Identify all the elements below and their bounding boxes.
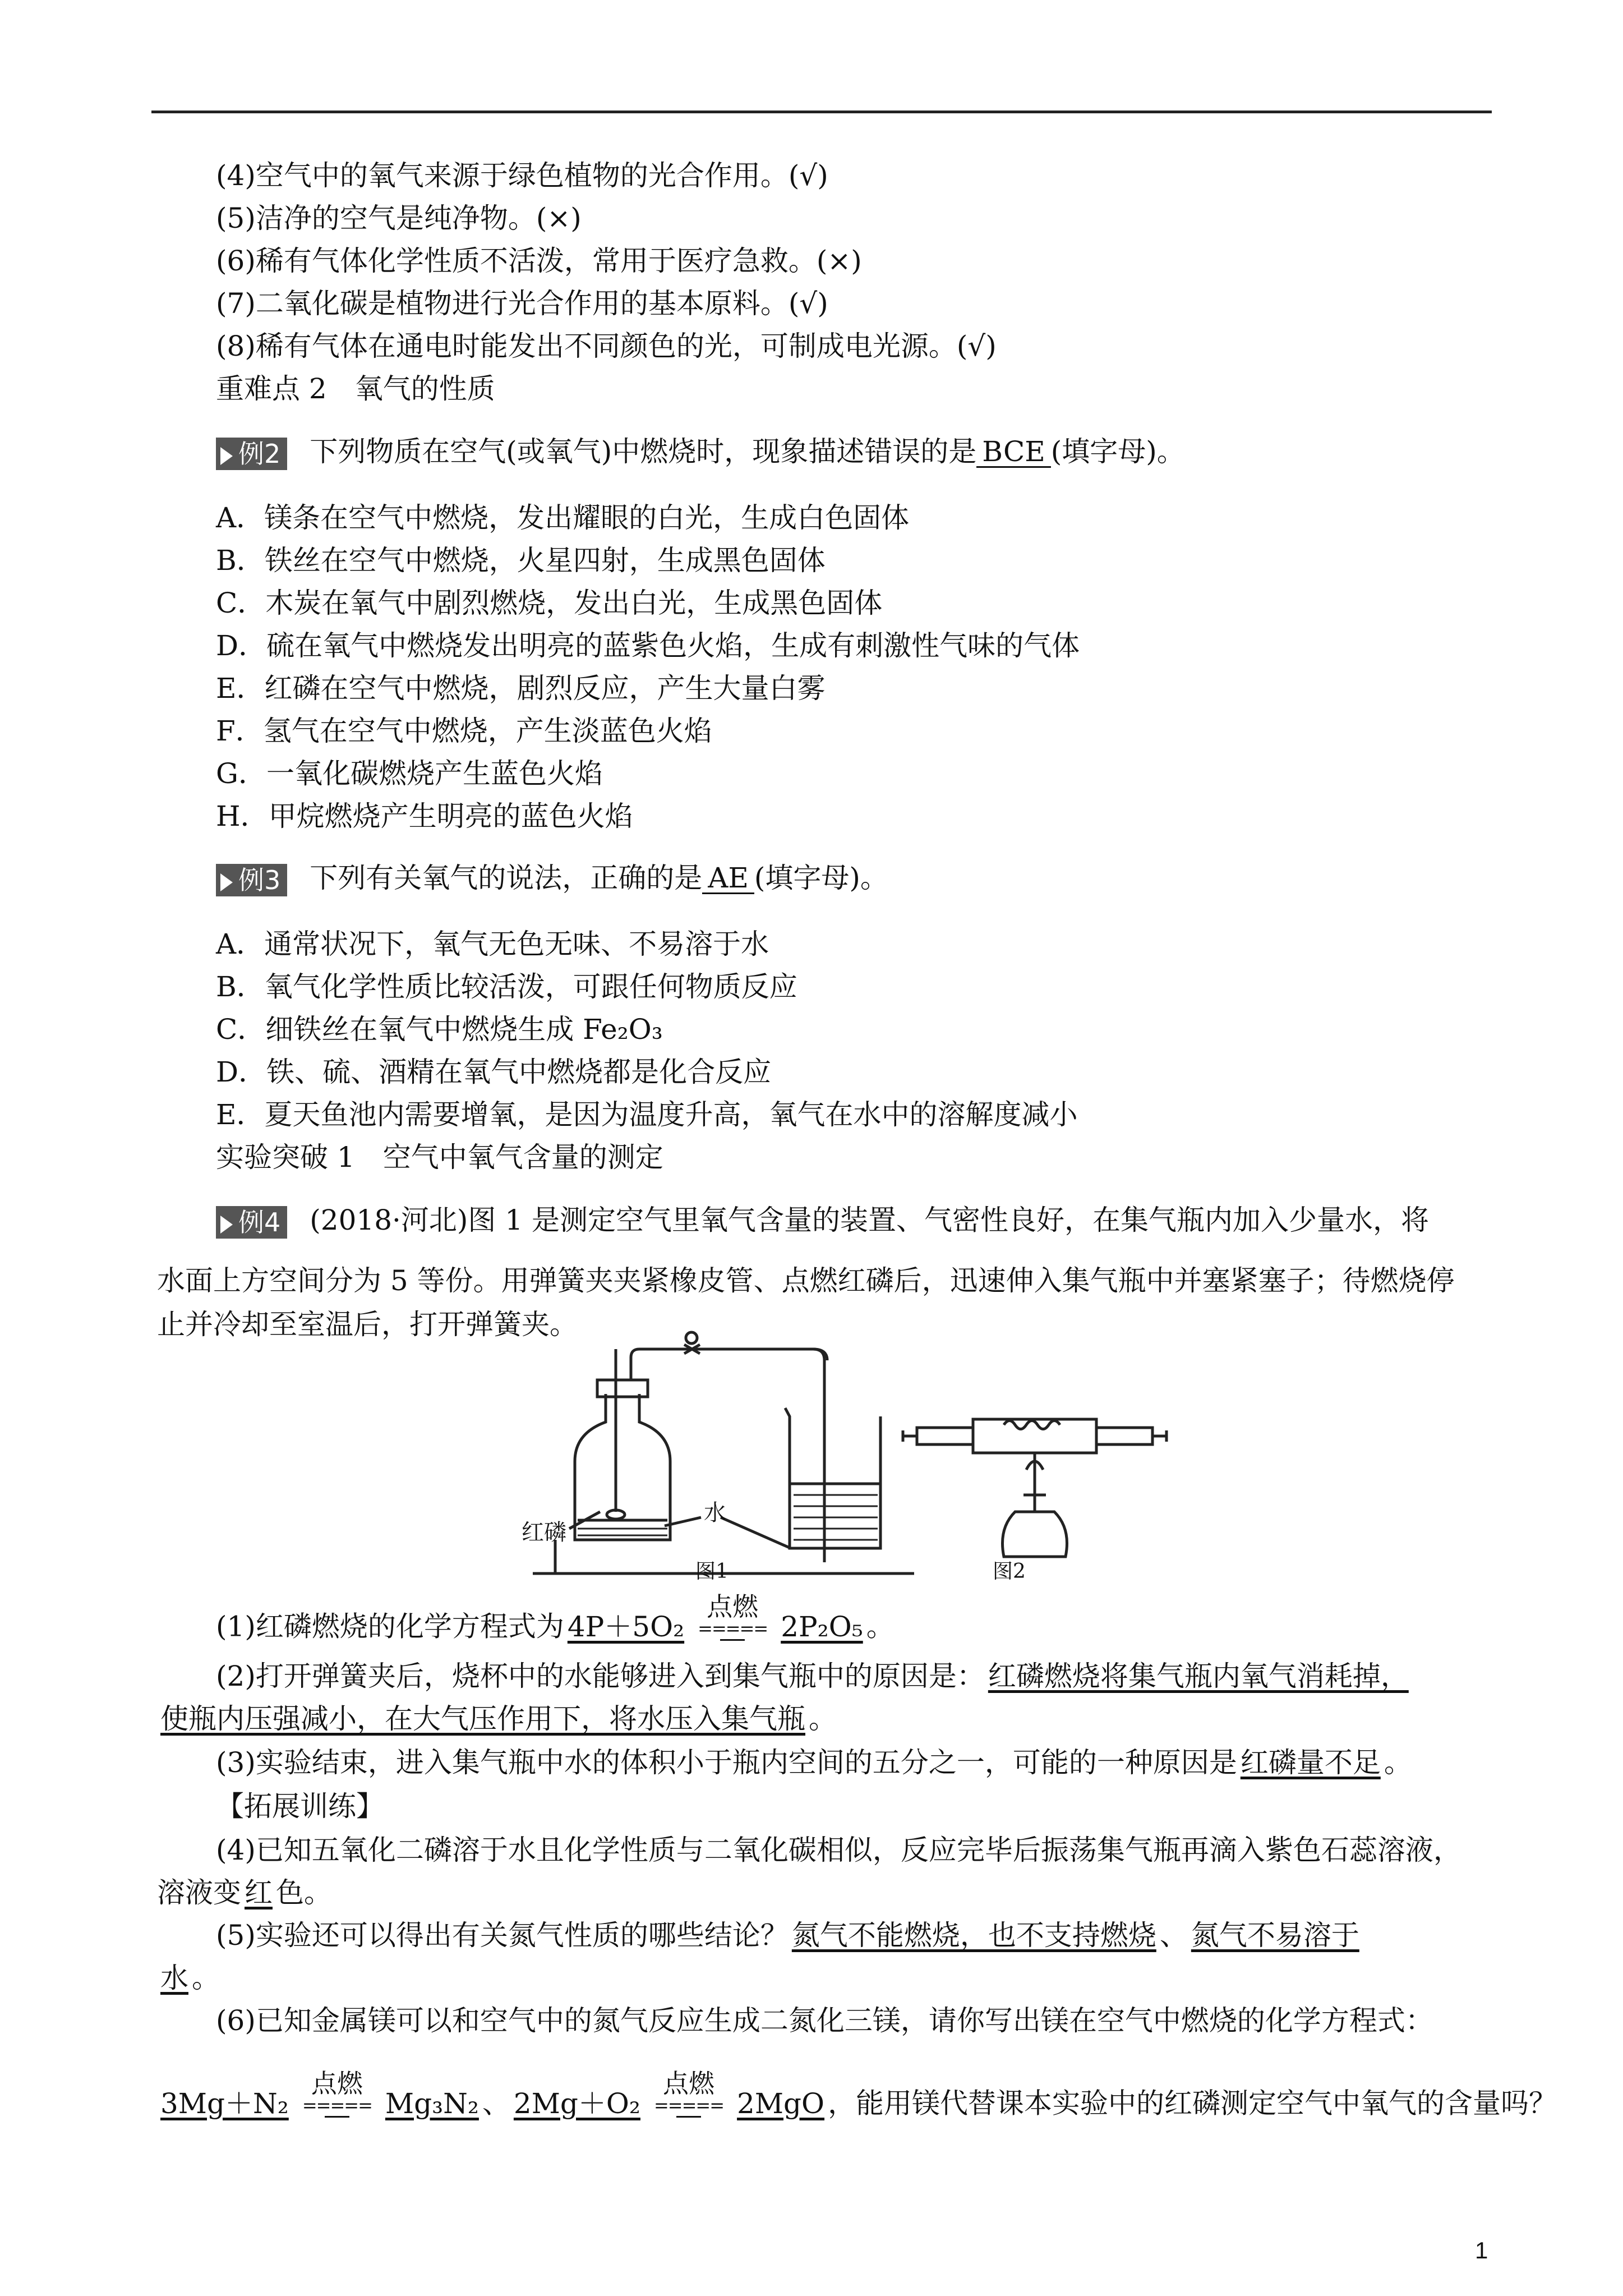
page-number: 1 (1475, 2237, 1488, 2263)
example-4-tag: 例4 (216, 1206, 287, 1239)
question-5: (5)实验还可以得出有关氮气性质的哪些结论？ 氮气不能燃烧，也不支持燃烧 、 氮气不易溶于 (216, 1919, 1359, 1952)
option: F．氢气在空气中燃烧，产生淡蓝色火焰 (216, 715, 712, 747)
label-water: 水 (704, 1500, 726, 1526)
header-rule (151, 111, 1492, 113)
option: A．通常状况下，氧气无色无味、不易溶于水 (216, 928, 769, 960)
option: B．铁丝在空气中燃烧，火星四射，生成黑色固体 (216, 544, 826, 577)
question-3: (3)实验结束，进入集气瓶中水的体积小于瓶内空间的五分之一，可能的一种原因是 红磷量不足 。 (216, 1746, 1412, 1779)
example-3-question: 例3 下列有关氧气的说法，正确的是 AE (填字母)。 (216, 861, 888, 896)
option: G．一氧化碳燃烧产生蓝色火焰 (216, 757, 603, 790)
question-4-cont: 溶液变 红 色。 (157, 1876, 332, 1909)
reaction-condition: 点燃 ===== (302, 2069, 372, 2118)
answer-blank: AE (702, 863, 754, 894)
question-6: (6)已知金属镁可以和空气中的氮气反应生成二氮化三镁，请你写出镁在空气中燃烧的化学方程式： (216, 2004, 1433, 2037)
question-5-cont: 水 。 (160, 1962, 220, 1994)
section-title: 重难点 2 氧气的性质 (216, 372, 495, 405)
example-4-stem: 止并冷却至室温后，打开弹簧夹。 (157, 1308, 578, 1341)
option: C．木炭在氧气中剧烈燃烧，发出白光，生成黑色固体 (216, 587, 883, 619)
option: E．夏天鱼池内需要增氧，是因为温度升高，氧气在水中的溶解度减小 (216, 1098, 1078, 1131)
example-4-stem: 水面上方空间分为 5 等份。用弹簧夹夹紧橡皮管、点燃红磷后，迅速伸入集气瓶中并塞紧塞子；待燃烧停 (157, 1264, 1455, 1297)
option: H．甲烷燃烧产生明亮的蓝色火焰 (216, 800, 633, 832)
option: B．氧气化学性质比较活泼，可跟任何物质反应 (216, 970, 797, 1003)
question-2: (2)打开弹簧夹后，烧杯中的水能够进入到集气瓶中的原因是： 红磷燃烧将集气瓶内氧气消耗掉， (216, 1660, 1409, 1692)
example-4-stem: 例4 (2018·河北)图 1 是测定空气里氧气含量的装置、气密性良好，在集气瓶内加入少量水，将 (216, 1203, 1429, 1239)
question-4: (4)已知五氧化二磷溶于水且化学性质与二氧化碳相似，反应完毕后振荡集气瓶再滴入紫色石蕊溶液， (216, 1834, 1461, 1866)
section-title: 实验突破 1 空气中氧气含量的测定 (216, 1141, 663, 1174)
list-item: (7)二氧化碳是植物进行光合作用的基本原料。(√) (216, 287, 828, 320)
answer-blank: BCE (976, 437, 1050, 468)
example-2-question: 例2 下列物质在空气(或氧气)中燃烧时，现象描述错误的是 BCE (填字母)。 (216, 435, 1185, 470)
example-2-tag: 例2 (216, 438, 287, 470)
list-item: (6)稀有气体化学性质不活泼，常用于医疗急救。(×) (216, 245, 862, 277)
expand-training-title: 【拓展训练】 (216, 1790, 384, 1823)
reaction-condition: 点燃 ===== (698, 1592, 767, 1641)
question-6-equations: 3Mg＋N₂ 点燃 ===== Mg₃N₂ 、 2Mg＋O₂ 点燃 ===== 2MgO ，能用镁代替课本实验中的红磷测定空气中氧气的含量吗？ (160, 2068, 1557, 2120)
play-triangle-icon (220, 873, 233, 891)
apparatus-figure (522, 1327, 1178, 1585)
option: D．铁、硫、酒精在氧气中燃烧都是化合反应 (216, 1056, 772, 1088)
play-triangle-icon (220, 1216, 233, 1234)
option: A．镁条在空气中燃烧，发出耀眼的白光，生成白色固体 (216, 501, 910, 534)
list-item: (8)稀有气体在通电时能发出不同颜色的光，可制成电光源。(√) (216, 330, 997, 362)
example-3-tag: 例3 (216, 864, 287, 896)
play-triangle-icon (220, 447, 233, 465)
label-red-phosphorus: 红磷 (522, 1520, 566, 1545)
option: E．红磷在空气中燃烧，剧烈反应，产生大量白雾 (216, 672, 826, 705)
question-1: (1)红磷燃烧的化学方程式为 4P＋5O₂ 点燃 ===== 2P₂O₅ 。 (216, 1591, 895, 1643)
reaction-condition: 点燃 ===== (654, 2069, 723, 2118)
figure-caption-1: 图1 (695, 1560, 728, 1583)
list-item: (4)空气中的氧气来源于绿色植物的光合作用。(√) (216, 159, 828, 192)
option: C．细铁丝在氧气中燃烧生成 Fe₂O₃ (216, 1013, 663, 1046)
apparatus-diagram (522, 1327, 1178, 1585)
list-item: (5)洁净的空气是纯净物。(×) (216, 202, 582, 234)
question-2-cont: 使瓶内压强减小，在大气压作用下，将水压入集气瓶 。 (160, 1703, 837, 1735)
figure-caption-2: 图2 (993, 1560, 1026, 1583)
option: D．硫在氧气中燃烧发出明亮的蓝紫色火焰，生成有刺激性气味的气体 (216, 629, 1080, 662)
